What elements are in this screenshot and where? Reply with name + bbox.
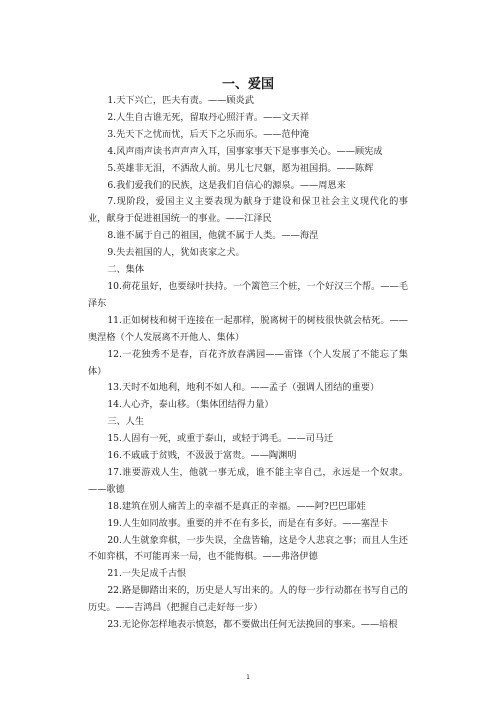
quote-item: 9.失去祖国的人，犹如丧家之犬。	[107, 247, 245, 259]
document-body	[88, 93, 408, 634]
quote-item: 6.我们爱我们的民族，这是我们自信心的源泉。——周恩来	[107, 179, 346, 191]
quote-item: 23.无论你怎样地表示愤怒，都不要做出任何无法挽回的事来。——培根	[107, 619, 398, 631]
quote-item: 1.天下兴亡，匹夫有责。——顾炎武	[107, 95, 254, 106]
quote-item: 10.荷花虽好，也要绿叶扶持。一个篱笆三个桩，一个好汉三个帮。——毛泽东	[88, 280, 408, 309]
quote-item: 4.风声雨声读书声声声入耳，国事家事天下是事事关心。——顾宪成	[107, 145, 383, 157]
quote-item: 12.一花独秀不是春，百花齐放春满园——雷锋（个人发展了不能忘了集体）	[88, 348, 408, 377]
quote-item: 5.英雄非无泪，不洒敌人前。男儿七尺躯，愿为祖国捐。——陈辉	[107, 162, 374, 174]
section-heading: 二、集体	[107, 264, 145, 276]
quote-item: 7.现阶段，爱国主义主要表现为献身于建设和保卫社会主义现代化的事业，献身于促进祖国统一的事业。——江泽民	[88, 196, 408, 225]
quote-item: 22.路是脚踏出来的，历史是人写出来的。人的每一步行动都在书写自己的历史。——吉鸿昌（把握自己走好每一步）	[88, 585, 408, 614]
quote-item: 17.谁要游戏人生，他就一事无成，谁不能主宰自己，永远是一个奴隶。——歌德	[88, 466, 408, 495]
quote-item: 21.一失足成千古恨	[107, 568, 187, 580]
quote-item: 16.不戚戚于贫贱，不汲汲于富贵。——陶渊明	[107, 450, 297, 462]
quote-item: 14.人心齐，泰山移。（集体团结得力量）	[107, 399, 274, 411]
quote-item: 15.人固有一死，或重于泰山，或轻于鸿毛。——司马迁	[107, 433, 334, 445]
quote-item: 3.先天下之忧而忧，后天下之乐而乐。——范仲淹	[107, 128, 310, 140]
quote-item: 20.人生就象弈棋，一步失误，全盘皆输，这是令人悲哀之事；而且人生还不如弈棋，不可能再来一局，也不能悔棋。——弗洛伊德	[88, 534, 408, 563]
quote-item: 19.人生如同故事。重要的并不在有多长，而是在有多好。——塞涅卡	[107, 517, 389, 529]
quote-item: 8.谁不属于自己的祖国，他就不属于人类。——海涅	[107, 230, 319, 242]
page-title: 一、爱国	[221, 77, 274, 92]
page-number: 1	[246, 674, 250, 681]
quote-item: 18.建筑在别人痛苦上的幸福不是真正的幸福。——阿?巴巴耶娃	[107, 500, 366, 512]
quote-item: 13.天时不如地利，地利不如人和。——孟子（强调人团结的重要）	[107, 382, 380, 394]
quote-item: 2.人生自古谁无死，留取丹心照汗青。——文天祥	[107, 111, 310, 123]
section-heading: 三、人生	[107, 416, 145, 428]
quote-item: 11.正如树枝和树干连接在一起那样，脱离树干的树枝很快就会枯死。——奥涅格（个人发展离不开他人、集体）	[88, 314, 408, 343]
